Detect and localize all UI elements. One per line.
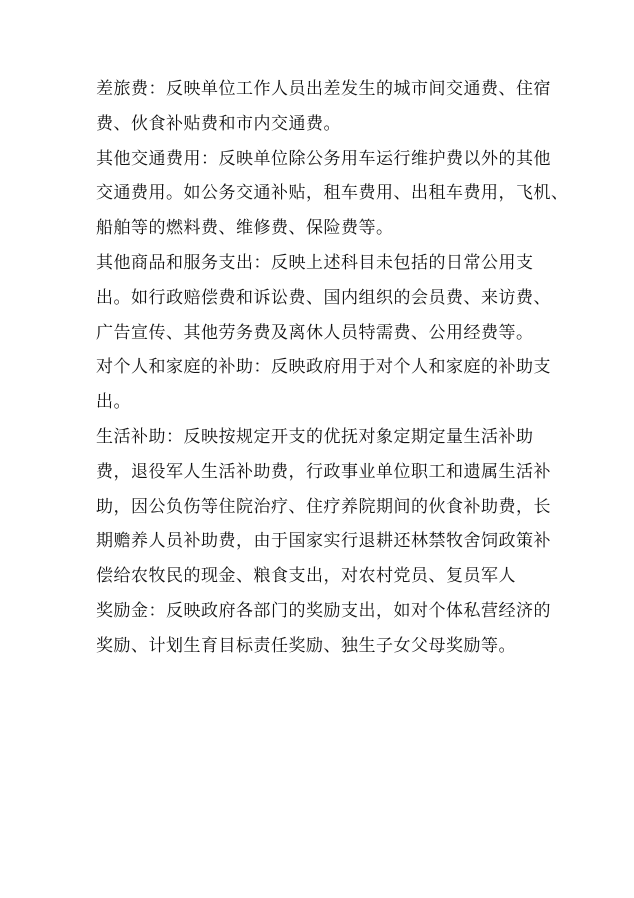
text-line: 出。 (96, 392, 131, 413)
text-line: 生活补助：反映按规定开支的优抚对象定期定量生活补助 (96, 426, 534, 447)
text-line: 奖励金：反映政府各部门的奖励支出，如对个体私营经济的 (96, 600, 551, 621)
text-line: 助，因公负伤等住院治疗、住疗养院期间的伙食补助费，长 (96, 496, 551, 517)
text-line: 偿给农牧民的现金、粮食支出，对农村党员、复员军人 (96, 566, 516, 587)
text-line: 期赡养人员补助费，由于国家实行退耕还林禁牧舍饲政策补 (96, 531, 551, 552)
text-line: 其他交通费用：反映单位除公务用车运行维护费以外的其他 (96, 148, 551, 169)
text-line: 船舶等的燃料费、维修费、保险费等。 (96, 218, 394, 239)
document-body (96, 72, 569, 664)
text-line: 出。如行政赔偿费和诉讼费、国内组织的会员费、来访费、 (96, 287, 551, 308)
text-line: 对个人和家庭的补助：反映政府用于对个人和家庭的补助支 (96, 357, 551, 378)
text-line: 费、伙食补贴费和市内交通费。 (96, 113, 341, 134)
text-line: 广告宣传、其他劳务费及离休人员特需费、公用经费等。 (96, 322, 534, 343)
text-line: 差旅费：反映单位工作人员出差发生的城市间交通费、住宿 (96, 79, 551, 99)
text-line: 交通费用。如公务交通补贴，租车费用、出租车费用，飞机、 (96, 183, 569, 204)
text-line: 奖励、计划生育目标责任奖励、独生子女父母奖励等。 (96, 635, 516, 656)
text-line: 费，退役军人生活补助费，行政事业单位职工和遗属生活补 (96, 461, 551, 482)
text-line: 其他商品和服务支出：反映上述科目未包括的日常公用支 (96, 252, 534, 273)
